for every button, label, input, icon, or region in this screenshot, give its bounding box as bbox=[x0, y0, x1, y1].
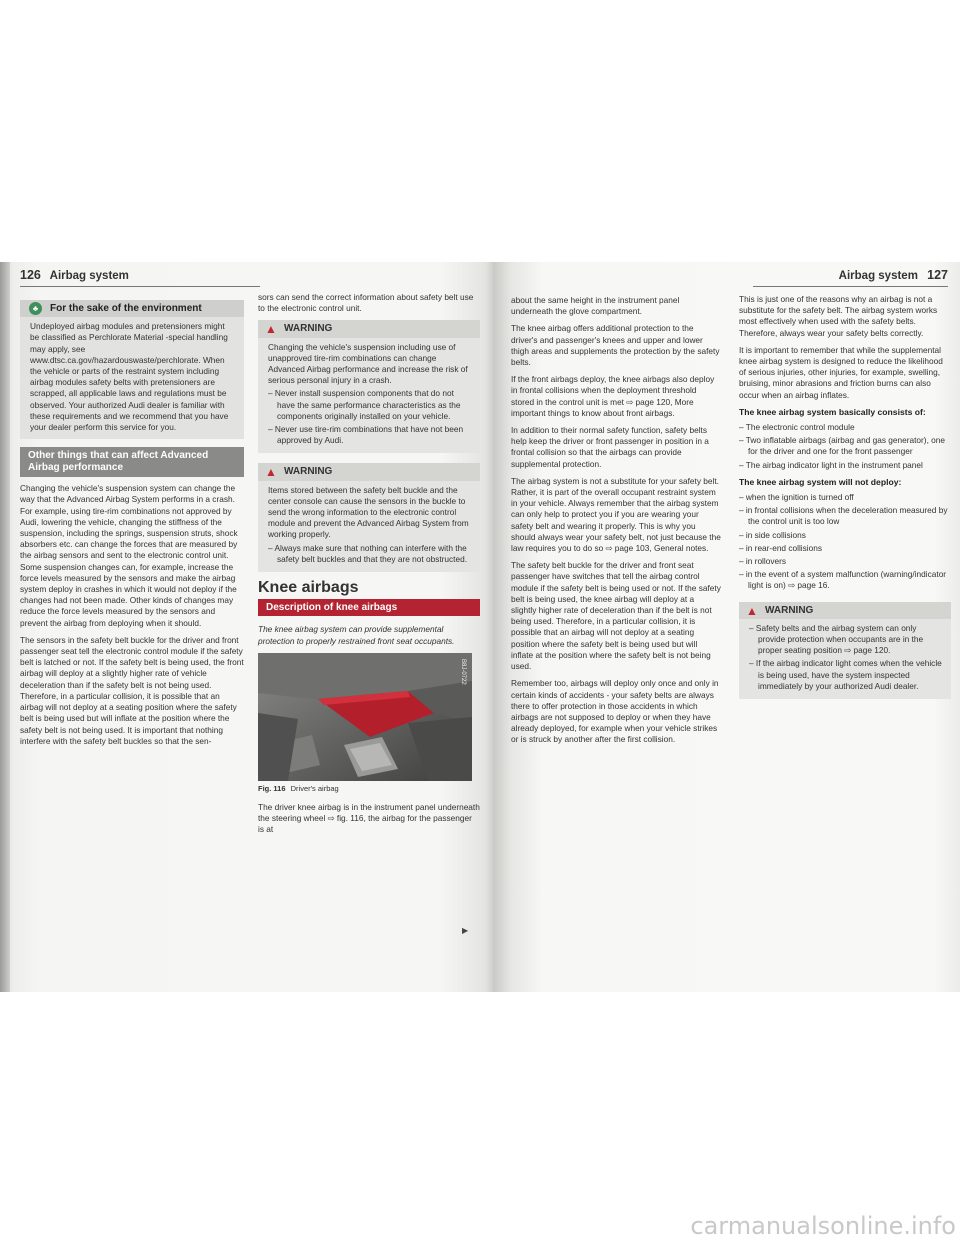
left-head-rule bbox=[20, 286, 260, 287]
left-page bbox=[0, 262, 493, 992]
warning-box-seating bbox=[739, 602, 951, 699]
list-item: – in frontal collisions when the deceleration measured by the control unit is too low bbox=[739, 505, 948, 527]
right-page bbox=[493, 262, 960, 992]
paragraph: If the front airbags deploy, the knee airbags also deploy in frontal collisions when the deployment threshold stored in the control unit is met ⇨ page 120, More important things to know about front airbags. bbox=[511, 374, 715, 418]
warning-title: ▲ WARNING bbox=[258, 320, 480, 337]
paragraph: The airbag system is not a substitute for your safety belt. Rather, it is part of the overall occupant restraint system in your vehicle. Always remember that the airbag system can only help to protect you if you are wearing your safety belt and wearing it properly. This is why you should always wear your safety belt, not just because the law requires you to do so ⇨ page 103, General notes. bbox=[511, 475, 721, 554]
watermark: carmanualsonline.info bbox=[690, 1212, 956, 1240]
environment-box-body: Undeployed airbag modules and pretensioners might be classified as Perchlorate Material -special handling may apply, see www.dtsc.ca.gov/hazardouswaste/perchlorate. When the vehicle or parts of the restraint system including airbag modules safety belts with pretensioners are scrapped, all applicable laws and regulations must be observed. Your authorized Audi dealer is familiar with these requirements and we recommend that you have your dealer perform this service for you. bbox=[30, 321, 229, 433]
warning-body bbox=[739, 619, 951, 692]
warning-bullet: – Always make sure that nothing can interfere with the safety belt buckles and that they are not obstructed. bbox=[268, 542, 468, 564]
warning-box-suspension bbox=[258, 320, 480, 453]
environment-box-title: ♣ For the sake of the environment bbox=[20, 300, 244, 317]
warning-body bbox=[258, 481, 480, 565]
figure-driver-knee-airbag bbox=[258, 653, 472, 781]
page-edge bbox=[0, 262, 10, 992]
paragraph: Remember too, airbags will deploy only once and only in certain kinds of accidents - your safety belts are always there to offer protection in those accidents in which airbags are not supposed to deploy or when they have already deployed, for example when your vehicle strikes or is struck by another after the first collision. bbox=[511, 678, 719, 745]
knee-airbag-illustration bbox=[258, 653, 472, 781]
right-head-rule bbox=[753, 286, 948, 287]
warning-box-buckle bbox=[258, 463, 480, 572]
paragraph: This is just one of the reasons why an airbag is not a substitute for the safety belt. The airbag system works most effectively when used with the safety belts. Therefore, always wear your safety belts correctly. bbox=[739, 294, 938, 338]
paragraph: The driver knee airbag is in the instrument panel underneath the steering wheel ⇨ fig. 116, the airbag for the passenger is at bbox=[258, 802, 480, 835]
list-item: – in the event of a system malfunction (warning/indicator light is on) ⇨ page 16. bbox=[739, 569, 947, 591]
figure-caption bbox=[258, 783, 480, 794]
paragraph: sors can send the correct information about safety belt use to the electronic control unit. bbox=[258, 292, 474, 314]
warning-body bbox=[258, 338, 480, 447]
figure-code: B8J-0722 bbox=[460, 658, 466, 685]
knee-airbags-subtitle: Description of knee airbags bbox=[258, 599, 480, 616]
list-item: – Two inflatable airbags (airbag and gas generator), one for the driver and one for the front passenger bbox=[739, 435, 946, 457]
left-page-number: 126 bbox=[20, 268, 41, 282]
left-running-head bbox=[20, 268, 129, 282]
figure-label: Fig. 116 bbox=[258, 783, 286, 793]
list-item: – when the ignition is turned off bbox=[739, 492, 854, 503]
warning-title: ▲ WARNING bbox=[258, 463, 480, 480]
paragraph: In addition to their normal safety function, safety belts help keep the driver or front passenger in position in a frontal collision so that the airbags can provide supplemental protection. bbox=[511, 425, 709, 469]
right-running-head bbox=[839, 268, 948, 282]
warning-text: Changing the vehicle's suspension including use of unapproved tire-rim combinations can change Advanced Airbag performance and increase the risk of serious personal injury in a crash. bbox=[268, 341, 468, 386]
right-column-1 bbox=[511, 295, 721, 752]
knee-airbags-lead: The knee airbag system can provide supplemental protection to properly restrained front seat occupants. bbox=[258, 624, 455, 646]
warning-text: Items stored between the safety belt buckle and the center console can cause the sensors in the buckle to send the wrong information to the electronic control module and prevent the Advanced Airbag System from working properly. bbox=[268, 484, 469, 540]
warning-triangle-icon: ▲ bbox=[746, 603, 758, 618]
paragraph: The knee airbag offers additional protection to the driver's and passenger's knees and upper and lower thigh areas and supplements the protection by the safety belts. bbox=[511, 323, 720, 368]
left-column-2 bbox=[258, 292, 480, 842]
paragraph: The sensors in the safety belt buckle for the driver and front passenger seat tell the electronic control module if the safety belt is latched or not. If the safety belt is being used, the front airbag will deploy at a slightly higher rate of vehicle deceleration than if the safety belt is not being used. Therefore, in a particular collision, it is possible that an airbag will not deploy at a seating position where the safety belt is being used but will inflate at the position where the safety belt is not being used. It is important that nothing interfere with the safety belt buckles so that the sen- bbox=[20, 634, 244, 746]
warning-title: ▲ WARNING bbox=[739, 602, 951, 619]
warning-triangle-icon: ▲ bbox=[265, 465, 277, 480]
list-item: – in side collisions bbox=[739, 529, 806, 540]
list-item: – The airbag indicator light in the instrument panel bbox=[739, 459, 923, 470]
manual-spread bbox=[0, 262, 960, 992]
continue-arrow-icon: ▶ bbox=[462, 926, 469, 935]
paragraph: The safety belt buckle for the driver and front seat passenger have switches that tell the airbag control module if the safety belt is being used or not. If the safety belt is being used, the knee airbag will deploy at a slightly higher rate of deceleration than if the belt is not being used. Therefore, in a particular collision, it is possible that an airbag will not deploy at a seating position where the safety belt is being used but will inflate at the position where the safety belt is not being used. bbox=[511, 560, 721, 672]
right-running-title: Airbag system bbox=[838, 270, 918, 282]
environment-box bbox=[20, 300, 244, 439]
warning-bullet: – Safety belts and the airbag system can only provide protection when occupants are in the proper seating position ⇨ page 120. bbox=[749, 622, 924, 656]
list-item: – The electronic control module bbox=[739, 422, 855, 433]
warning-bullet: – Never install suspension components that do not have the same performance characteristics as the components originally installed on your vehicle. bbox=[268, 388, 461, 421]
left-column-1 bbox=[20, 300, 244, 753]
list-item: – in rollovers bbox=[739, 556, 787, 567]
paragraph: It is important to remember that while the supplemental knee airbag system is designed to reduce the likelihood of serious injuries, other injuries, for example, swelling, bruising, minor abrasions and friction burns can also occur when an airbag inflates. bbox=[739, 344, 943, 400]
list-item: – in rear-end collisions bbox=[739, 542, 823, 553]
warning-triangle-icon: ▲ bbox=[265, 322, 277, 337]
paragraph: Changing the vehicle's suspension system can change the way that the Advanced Airbag System performs in a crash. For example, using tire-rim combinations not approved by Audi, lowering the vehicle, changing the stiffness of the suspension, including the springs, suspension struts, shock absorbers etc. can change the forces that are measured by the airbag sensors and sent to the electronic control unit. Some suspension changes can, for example, increase the force levels measured by the sensors and make the airbag system deploy in crashes in which it would not deploy if the changes had not been made. Other kinds of changes may reduce the force levels measured by the sensors and prevent the airbag from deploying when it should. bbox=[20, 483, 238, 628]
figure-caption-text: Driver's airbag bbox=[290, 783, 339, 793]
warning-bullet: – Never use tire-rim combinations that have not been approved by Audi. bbox=[268, 424, 464, 446]
not-deploy-heading: The knee airbag system will not deploy: bbox=[739, 476, 902, 487]
paragraph: about the same height in the instrument panel underneath the glove compartment. bbox=[511, 295, 680, 317]
right-column-2 bbox=[739, 294, 951, 709]
warning-bullet: – If the airbag indicator light comes when the vehicle is being used, have the system inspected immediately by your authorized Audi dealer. bbox=[749, 658, 942, 691]
left-running-title: Airbag system bbox=[49, 270, 129, 282]
right-page-number: 127 bbox=[927, 268, 948, 282]
leaf-icon: ♣ bbox=[29, 302, 42, 315]
consists-heading: The knee airbag system basically consists of: bbox=[739, 406, 926, 417]
knee-airbags-heading: Knee airbags bbox=[258, 579, 359, 597]
section-title-advanced-airbag: Other things that can affect Advanced Airbag performance bbox=[20, 447, 244, 477]
